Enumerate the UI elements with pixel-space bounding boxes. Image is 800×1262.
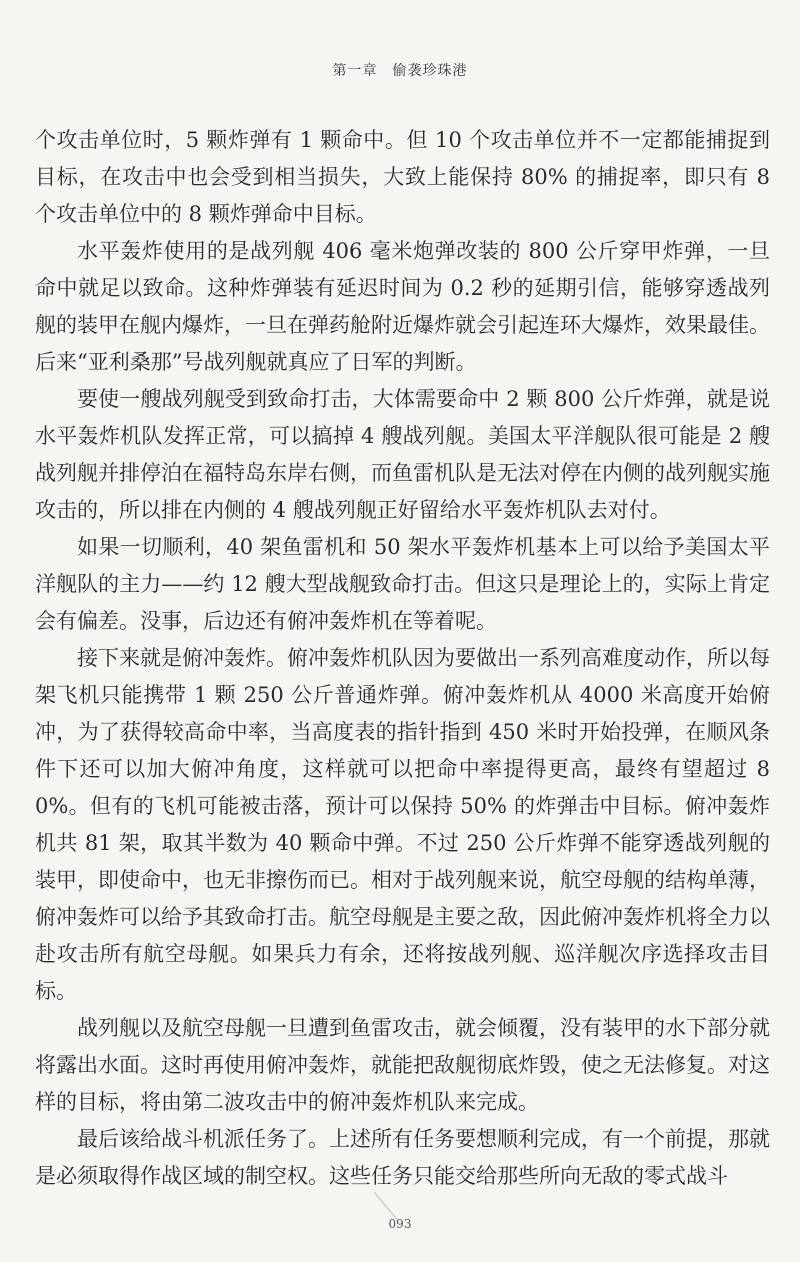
paragraph: 要使一艘战列舰受到致命打击，大体需要命中 2 颗 800 公斤炸弹，就是说水平轰炸机队发挥正常，可以搞掉 4 艘战列舰。美国太平洋舰队很可能是 2 艘战列舰并排停泊在福特岛东岸右侧，而鱼雷机队是无法对停在内侧的战列舰实施攻击的，所以排在内侧的 4 艘战列舰正好留给水平轰炸机队去对付。 — [35, 387, 770, 522]
running-head-chapter-title: 第一章 偷袭珍珠港 — [332, 63, 468, 79]
paragraph: 接下来就是俯冲轰炸。俯冲轰炸机队因为要做出一系列高难度动作，所以每架飞机只能携带 1 颗 250 公斤普通炸弹。俯冲轰炸机从 4000 米高度开始俯冲，为了获得较高命中率，当高度表的指针指到 450 米时开始投弹，在顺风条件下还可以加大俯冲角度，这样就可以把命中率提得更高，最终有望超过 80%。但有的飞机可能被击落，预计可以保持 50% 的炸弹击中目标。俯冲轰炸机共 81 架，取其半数为 40 颗命中弹。不过 250 公斤炸弹不能穿透战列舰的装甲，即使命中，也无非擦伤而已。相对于战列舰来说，航空母舰的结构单薄，俯冲轰炸可以给予其致命打击。航空母舰是主要之敌，因此俯冲轰炸机将全力以赴攻击所有航空母舰。如果兵力有余，还将按战列舰、巡洋舰次序选择攻击目标。 — [35, 646, 770, 1003]
paragraph: 战列舰以及航空母舰一旦遭到鱼雷攻击，就会倾覆，没有装甲的水下部分就将露出水面。这时再使用俯冲轰炸，就能把敌舰彻底炸毁，使之无法修复。对这样的目标，将由第二波攻击中的俯冲轰炸机队来完成。 — [35, 1016, 770, 1114]
paragraph: 如果一切顺利，40 架鱼雷机和 50 架水平轰炸机基本上可以给予美国太平洋舰队的主力——约 12 艘大型战舰致命打击。但这只是理论上的，实际上肯定会有偏差。没事，后边还有俯冲轰炸机在等着呢。 — [35, 535, 770, 633]
paragraph: 水平轰炸使用的是战列舰 406 毫米炮弹改装的 800 公斤穿甲炸弹，一旦命中就足以致命。这种炸弹装有延迟时间为 0.2 秒的延期引信，能够穿透战列舰的装甲在舰内爆炸，一旦在弹药舱附近爆炸就会引起连环大爆炸，效果最佳。后来“亚利桑那”号战列舰就真应了日军的判断。 — [35, 239, 770, 374]
body-text — [35, 122, 770, 1195]
page-number: 093 — [388, 1217, 412, 1231]
paragraph-continuation: 个攻击单位时，5 颗炸弹有 1 颗命中。但 10 个攻击单位并不一定都能捕捉到目标，在攻击中也会受到相当损失，大致上能保持 80% 的捕捉率，即只有 8 个攻击单位中的 8 颗炸弹命中目标。 — [35, 128, 770, 226]
paragraph: 最后该给战斗机派任务了。上述所有任务要想顺利完成，有一个前提，那就是必须取得作战区域的制空权。这些任务只能交给那些所向无敌的零式战斗 — [35, 1127, 770, 1188]
